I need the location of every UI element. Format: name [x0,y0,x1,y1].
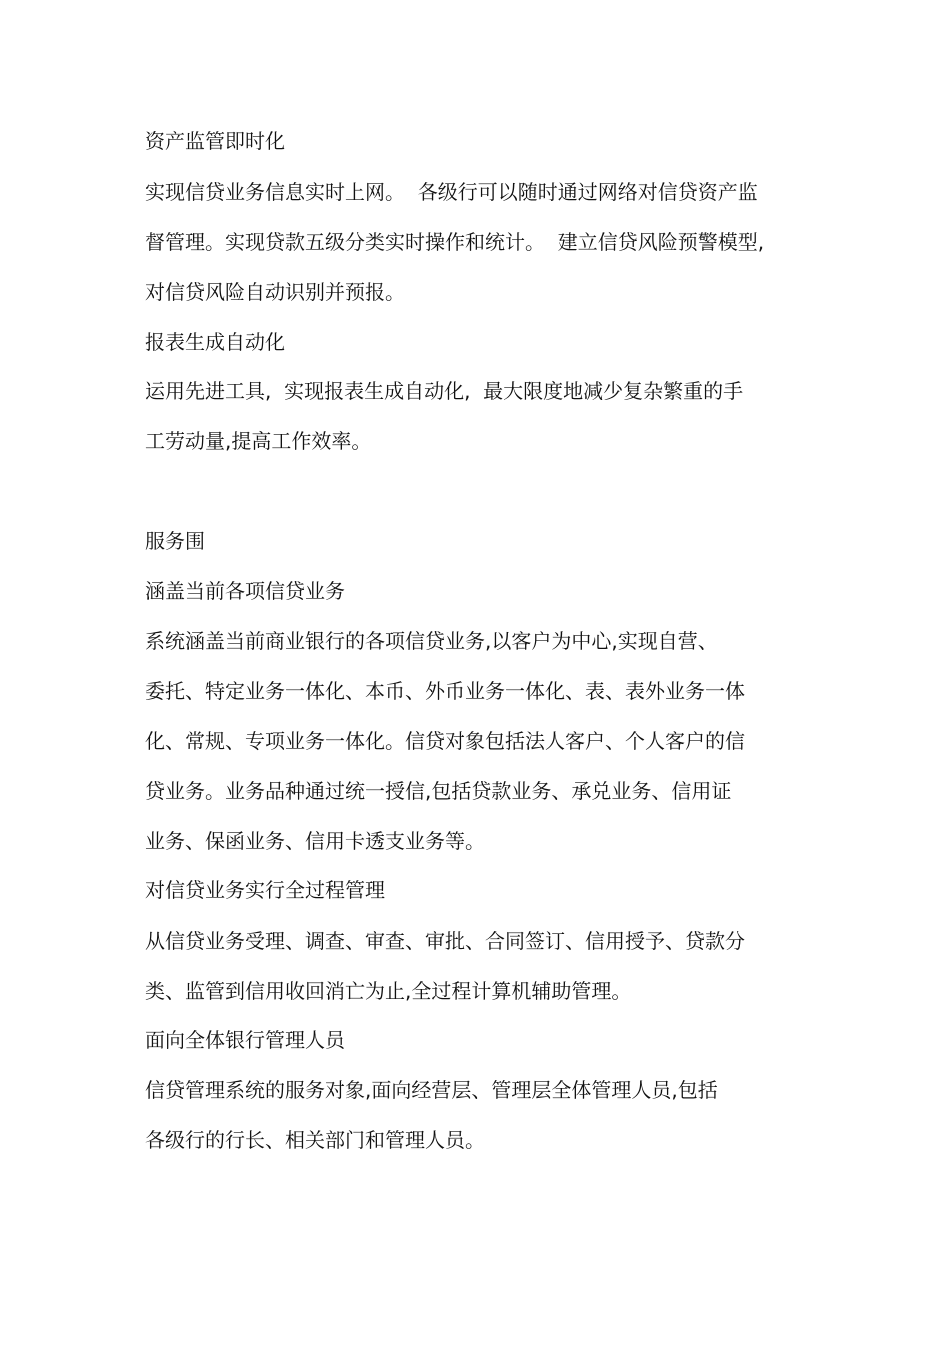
paragraph-line: 系统涵盖当前商业银行的各项信贷业务,以客户为中心,实现自营、 [145,629,718,653]
paragraph-line: 各级行的行长、相关部门和管理人员。 [145,1128,485,1152]
paragraph-line: 对信贷风险自动识别并预报。 [145,280,405,304]
section-heading: 报表生成自动化 [145,330,285,354]
paragraph-line: 实现信贷业务信息实时上网。 各级行可以随时通过网络对信贷资产监 [145,180,758,204]
paragraph-line: 督管理。实现贷款五级分类实时操作和统计。 建立信贷风险预警模型, [145,230,765,254]
section-heading: 面向全体银行管理人员 [145,1028,345,1052]
paragraph-line: 贷业务。业务品种通过统一授信,包括贷款业务、承兑业务、信用证 [145,779,732,803]
paragraph-line: 从信贷业务受理、调查、审查、审批、合同签订、信用授予、贷款分 [145,929,745,953]
section-heading: 服务围 [145,529,205,553]
section-heading: 对信贷业务实行全过程管理 [145,878,385,902]
paragraph-line: 运用先进工具, 实现报表生成自动化, 最大限度地减少复杂繁重的手 [145,379,744,403]
paragraph-line: 委托、特定业务一体化、本币、外币业务一体化、表、表外业务一体 [145,679,745,703]
paragraph-line: 信贷管理系统的服务对象,面向经营层、管理层全体管理人员,包括 [145,1078,718,1102]
paragraph-line: 化、常规、专项业务一体化。信贷对象包括法人客户、个人客户的信 [145,729,745,753]
section-heading: 涵盖当前各项信贷业务 [145,579,345,603]
section-heading: 资产监管即时化 [145,129,285,153]
paragraph-line: 工劳动量,提高工作效率。 [145,429,372,453]
paragraph-line: 业务、保函业务、信用卡透支业务等。 [145,829,485,853]
paragraph-line: 类、监管到信用收回消亡为止,全过程计算机辅助管理。 [145,979,632,1003]
